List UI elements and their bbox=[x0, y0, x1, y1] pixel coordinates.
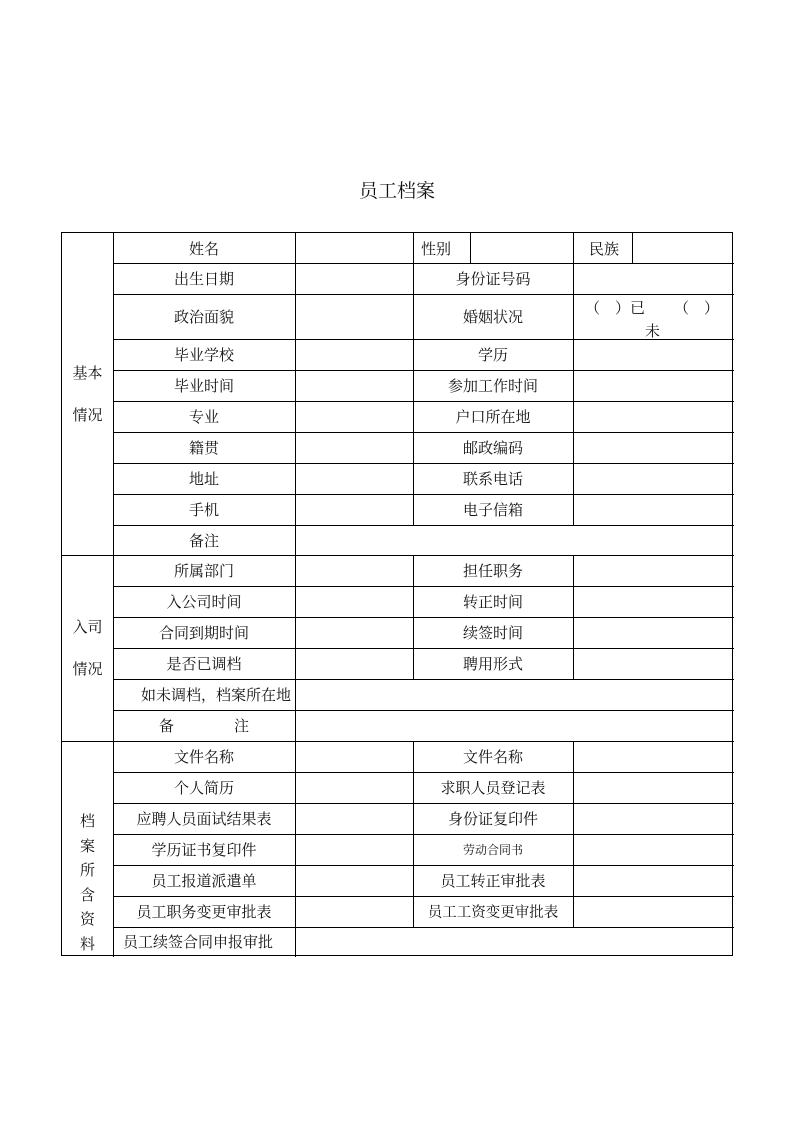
label-address: 地址 bbox=[188, 470, 219, 488]
label-position: 担任职务 bbox=[462, 562, 523, 580]
label-contract-end: 合同到期时间 bbox=[158, 624, 249, 642]
label-graduation-time: 毕业时间 bbox=[173, 377, 234, 395]
archive-item-salary-change: 员工工资变更审批表 bbox=[427, 905, 559, 921]
employee-record-form bbox=[61, 232, 733, 956]
label-basic-remarks: 备注 bbox=[188, 531, 219, 550]
archive-header-right: 文件名称 bbox=[462, 748, 523, 766]
section-basic-info bbox=[62, 233, 113, 555]
field-ethnicity[interactable] bbox=[632, 233, 734, 263]
section-archive-char: 档 bbox=[79, 812, 95, 830]
marital-option-married[interactable]: （ ）已 bbox=[585, 299, 646, 317]
field-address[interactable] bbox=[295, 463, 413, 494]
label-school: 毕业学校 bbox=[173, 346, 234, 364]
archive-item-interview-result: 应聘人员面试结果表 bbox=[136, 810, 272, 828]
section-archive-char: 所 bbox=[79, 861, 95, 879]
field-file-location[interactable] bbox=[295, 679, 734, 710]
archive-check-diploma-copy[interactable] bbox=[295, 834, 413, 865]
label-join-date: 入公司时间 bbox=[166, 593, 242, 611]
field-contract-end[interactable] bbox=[295, 617, 413, 648]
marital-option-unmarried[interactable]: （ ） bbox=[674, 299, 720, 317]
label-phone: 联系电话 bbox=[462, 470, 523, 488]
field-school[interactable] bbox=[295, 339, 413, 370]
archive-check-id-copy[interactable] bbox=[573, 803, 734, 834]
archive-check-renewal-approval[interactable] bbox=[295, 927, 734, 956]
archive-check-salary-change[interactable] bbox=[573, 896, 734, 927]
label-work-start-time: 参加工作时间 bbox=[447, 377, 538, 395]
field-basic-remarks[interactable] bbox=[295, 525, 734, 555]
field-work-start-time[interactable] bbox=[573, 370, 734, 401]
label-employment-type: 聘用形式 bbox=[462, 655, 523, 673]
section-archive-char: 含 bbox=[79, 885, 95, 904]
archive-item-applicant-form: 求职人员登记表 bbox=[440, 779, 546, 797]
page-title: 员工档案 bbox=[358, 180, 435, 202]
archive-check-resume[interactable] bbox=[295, 772, 413, 803]
field-regular-date[interactable] bbox=[573, 586, 734, 617]
field-gender[interactable] bbox=[470, 233, 573, 263]
label-major: 专业 bbox=[188, 408, 219, 426]
archive-check-applicant-form[interactable] bbox=[573, 772, 734, 803]
label-department: 所属部门 bbox=[173, 562, 234, 580]
section-entry-line-2: 情况 bbox=[72, 660, 103, 678]
field-mobile[interactable] bbox=[295, 494, 413, 525]
marital-status-options[interactable] bbox=[574, 295, 734, 339]
section-basic-line-1: 基本 bbox=[72, 364, 103, 382]
label-name: 姓名 bbox=[188, 239, 219, 258]
label-marital-status: 婚姻状况 bbox=[462, 308, 523, 326]
section-entry-info bbox=[62, 555, 113, 741]
field-join-date[interactable] bbox=[295, 586, 413, 617]
section-archive-char: 料 bbox=[79, 934, 95, 953]
field-file-transferred[interactable] bbox=[295, 648, 413, 679]
field-native-place[interactable] bbox=[295, 432, 413, 463]
field-renewal-time[interactable] bbox=[573, 617, 734, 648]
label-email: 电子信箱 bbox=[462, 501, 523, 519]
archive-header-left: 文件名称 bbox=[173, 748, 234, 766]
archive-item-position-change: 员工职务变更审批表 bbox=[136, 903, 272, 921]
archive-item-dispatch-form: 员工报道派遣单 bbox=[151, 872, 257, 890]
archive-item-labor-contract: 劳动合同书 bbox=[462, 843, 523, 857]
label-renewal-time: 续签时间 bbox=[462, 624, 523, 642]
label-postal-code: 邮政编码 bbox=[462, 439, 523, 457]
label-file-location: 如未调档，档案所在地 bbox=[140, 686, 291, 704]
field-graduation-time[interactable] bbox=[295, 370, 413, 401]
archive-item-resume: 个人简历 bbox=[173, 779, 234, 797]
section-entry-line-1: 入司 bbox=[72, 618, 103, 636]
label-id-number: 身份证号码 bbox=[455, 270, 531, 288]
label-political-status: 政治面貌 bbox=[173, 308, 234, 326]
field-name[interactable] bbox=[295, 233, 413, 263]
section-basic-line-2: 情况 bbox=[72, 406, 103, 424]
archive-item-id-copy: 身份证复印件 bbox=[447, 810, 538, 828]
archive-check-regularization-form[interactable] bbox=[573, 865, 734, 896]
label-file-transferred: 是否已调档 bbox=[166, 655, 242, 673]
label-education: 学历 bbox=[477, 346, 508, 364]
label-native-place: 籍贯 bbox=[188, 439, 219, 457]
archive-check-interview-result[interactable] bbox=[295, 803, 413, 834]
field-department[interactable] bbox=[295, 555, 413, 586]
field-education[interactable] bbox=[573, 339, 734, 370]
section-archive-materials bbox=[62, 809, 113, 957]
field-email[interactable] bbox=[573, 494, 734, 525]
field-employment-type[interactable] bbox=[573, 648, 734, 679]
archive-check-dispatch-form[interactable] bbox=[295, 865, 413, 896]
field-major[interactable] bbox=[295, 401, 413, 432]
field-entry-remarks[interactable] bbox=[295, 710, 734, 741]
remarks-char-left: 备 bbox=[158, 717, 174, 735]
archive-item-diploma-copy: 学历证书复印件 bbox=[151, 841, 257, 859]
remarks-char-right: 注 bbox=[234, 717, 250, 735]
archive-check-labor-contract[interactable] bbox=[573, 834, 734, 865]
section-archive-char: 资 bbox=[79, 910, 95, 928]
label-hukou: 户口所在地 bbox=[455, 408, 531, 426]
archive-check-header-left[interactable] bbox=[295, 741, 413, 772]
marital-option-unmarried-label: 未 bbox=[645, 322, 661, 340]
archive-check-header-right[interactable] bbox=[573, 741, 734, 772]
field-id-number[interactable] bbox=[573, 263, 734, 294]
archive-item-renewal-approval: 员工续签合同申报审批 bbox=[123, 933, 274, 951]
label-gender: 性别 bbox=[421, 239, 452, 258]
field-hukou[interactable] bbox=[573, 401, 734, 432]
field-postal-code[interactable] bbox=[573, 432, 734, 463]
label-mobile: 手机 bbox=[188, 501, 219, 519]
label-birth-date: 出生日期 bbox=[173, 270, 234, 288]
label-ethnicity: 民族 bbox=[589, 239, 620, 258]
archive-check-position-change[interactable] bbox=[295, 896, 413, 927]
field-position[interactable] bbox=[573, 555, 734, 586]
field-birth-date[interactable] bbox=[295, 263, 413, 294]
field-phone[interactable] bbox=[573, 463, 734, 494]
archive-item-regularization-form: 员工转正审批表 bbox=[440, 872, 546, 890]
section-archive-char: 案 bbox=[79, 836, 95, 855]
label-regular-date: 转正时间 bbox=[462, 593, 523, 611]
label-entry-remarks bbox=[113, 710, 295, 741]
field-political-status[interactable] bbox=[295, 294, 413, 339]
